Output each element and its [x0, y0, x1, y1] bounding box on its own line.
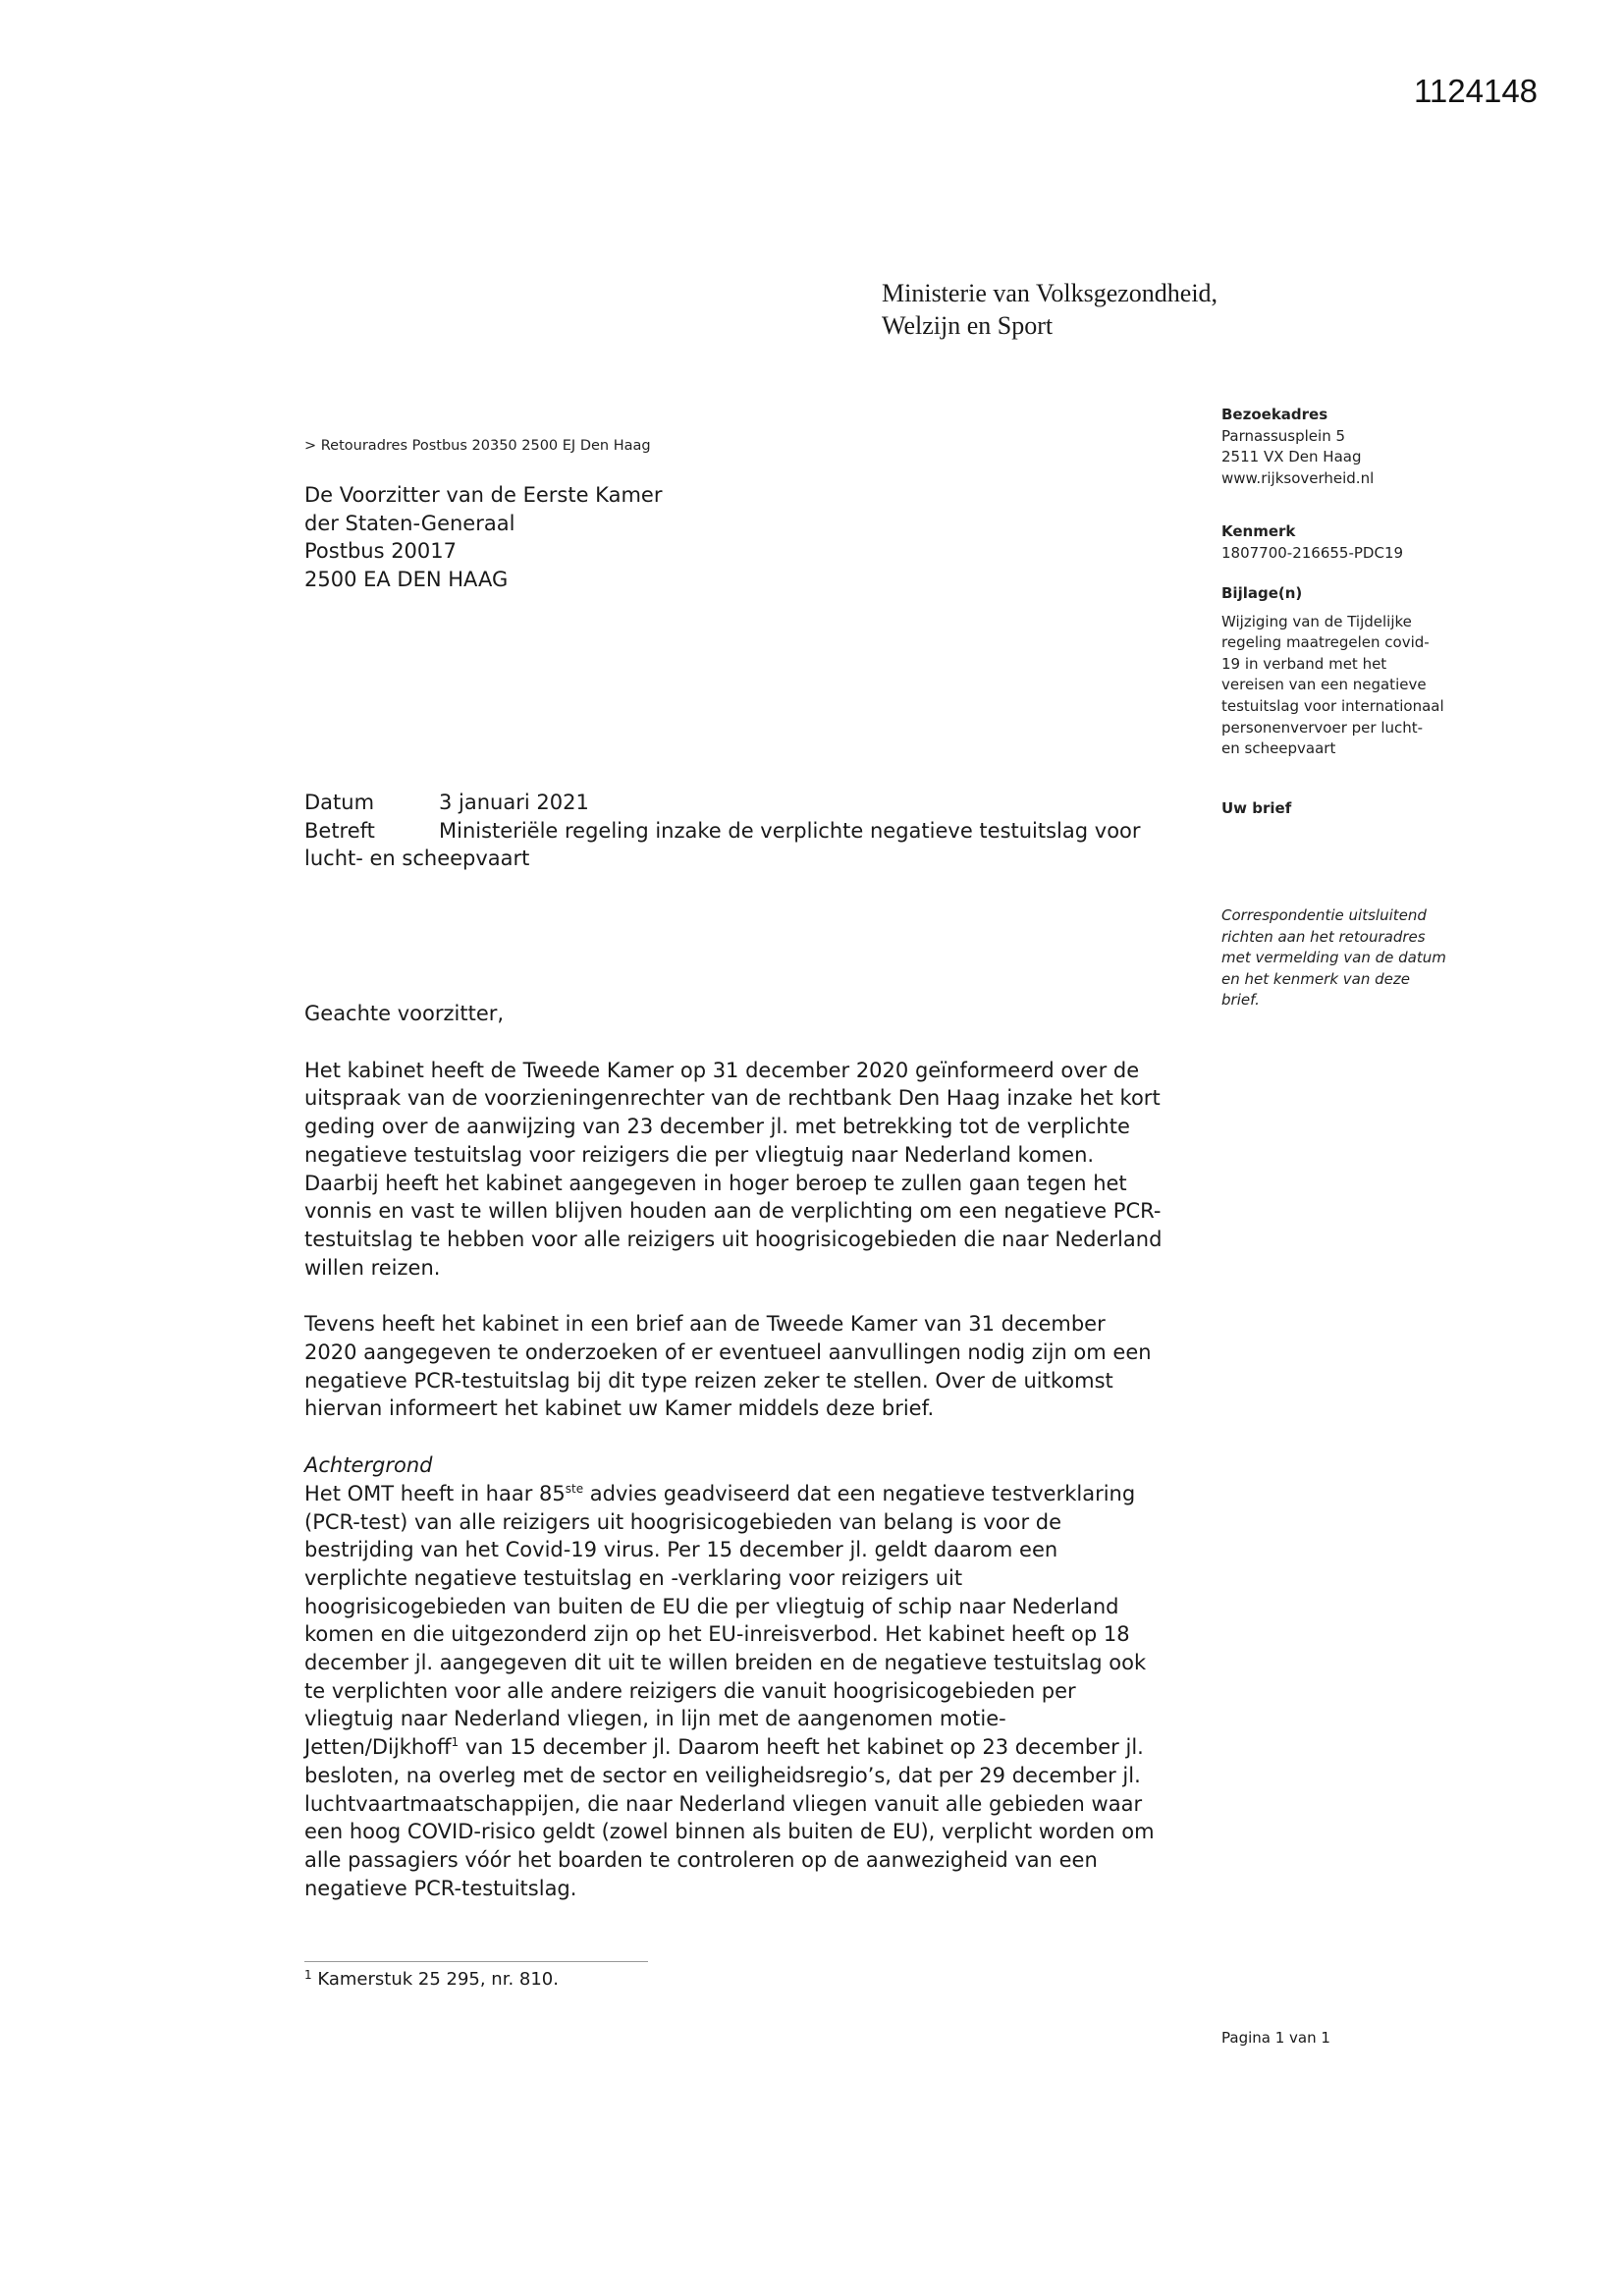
- sidebar-uw-brief: [1221, 798, 1467, 820]
- paragraph-line: bestrijding van het Covid-19 virus. Per 15 december jl. geldt daarom een: [304, 1538, 1058, 1562]
- correspondence-line: Correspondentie uitsluitend: [1221, 906, 1427, 924]
- paragraph-line: negatieve testuitslag voor reizigers die per vliegtuig naar Nederland komen.: [304, 1142, 1095, 1167]
- bijlage-line: en scheepvaart: [1221, 739, 1336, 758]
- paragraph-line-part: Het OMT heeft in haar 85: [304, 1481, 566, 1505]
- subject-label: Betreft: [304, 818, 375, 843]
- subject-continuation: lucht- en scheepvaart: [304, 847, 530, 871]
- paragraph-line: 2020 aangegeven te onderzoeken of er eventueel aanvullingen nodig zijn om een: [304, 1340, 1152, 1365]
- footnote-reference: 1: [451, 1735, 460, 1750]
- section-heading: Achtergrond: [304, 1453, 433, 1478]
- footnote: [304, 1969, 559, 1990]
- kenmerk-value: 1807700-216655-PDC19: [1221, 543, 1404, 562]
- uw-brief-label: Uw brief: [1221, 799, 1292, 817]
- subject-row: [304, 817, 1188, 846]
- sidebar-visit-address: [1221, 405, 1467, 489]
- paragraph-1: [304, 1057, 1213, 1283]
- sidebar-kenmerk: [1221, 521, 1467, 564]
- document-number: 1124148: [1414, 73, 1539, 109]
- paragraph-line: testuitslag te hebben voor alle reizigers uit hoogrisicogebieden die naar Nederland: [304, 1227, 1163, 1251]
- paragraph-line-part: advies geadviseerd dat een negatieve testverklaring: [583, 1481, 1136, 1505]
- correspondence-line: en het kenmerk van deze: [1221, 969, 1410, 988]
- ministry-name-line: Ministerie van Volksgezondheid,: [882, 279, 1218, 307]
- paragraph-line: luchtvaartmaatschappijen, die naar Nederland vliegen vanuit alle gebieden waar: [304, 1791, 1143, 1816]
- subject-value: Ministeriële regeling inzake de verplichte negatieve testuitslag voor: [439, 818, 1141, 843]
- footnote-text: Kamerstuk 25 295, nr. 810.: [311, 1969, 559, 1990]
- recipient-address: [304, 481, 662, 593]
- visit-address-line: 2511 VX Den Haag: [1221, 448, 1362, 466]
- paragraph-line: (PCR-test) van alle reizigers uit hoogrisicogebieden van belang is voor de: [304, 1509, 1062, 1534]
- visit-address-line: Parnassusplein 5: [1221, 426, 1346, 445]
- paragraph-line-part: Jetten/Dijkhoff: [304, 1735, 452, 1760]
- paragraph-line: Daarbij heeft het kabinet aangegeven in hoger beroep te zullen gaan tegen het: [304, 1171, 1127, 1195]
- bijlage-line: personenvervoer per lucht-: [1221, 718, 1424, 737]
- paragraph-3: [304, 1451, 1213, 1902]
- paragraph-line: besloten, na overleg met de sector en veiligheidsregio’s, dat per 29 december jl.: [304, 1763, 1141, 1787]
- bijlage-line: vereisen van een negatieve: [1221, 676, 1427, 694]
- salutation: Geachte voorzitter,: [304, 1002, 505, 1025]
- correspondence-line: brief.: [1221, 991, 1260, 1010]
- correspondence-line: met vermelding van de datum: [1221, 949, 1446, 967]
- bijlage-line: testuitslag voor internationaal: [1221, 696, 1444, 715]
- paragraph-line: negatieve PCR-testuitslag.: [304, 1876, 577, 1900]
- paragraph-line: hiervan informeert het kabinet uw Kamer middels deze brief.: [304, 1396, 935, 1421]
- bijlage-label: Bijlage(n): [1221, 584, 1303, 602]
- letter-metadata: [304, 789, 1188, 873]
- paragraph-line: geding over de aanwijzing van 23 december jl. met betrekking tot de verplichte: [304, 1115, 1130, 1139]
- paragraph-line: komen en die uitgezonderd zijn op het EU-inreisverbod. Het kabinet heeft op 18: [304, 1622, 1130, 1647]
- paragraph-line: vonnis en vast te willen blijven houden aan de verplichting om een negatieve PCR-: [304, 1199, 1162, 1224]
- paragraph-line: verplichte negatieve testuitslag en -verklaring voor reizigers uit: [304, 1565, 963, 1590]
- paragraph-line: uitspraak van de voorzieningenrechter van de rechtbank Den Haag inzake het kort: [304, 1086, 1161, 1111]
- sidebar-correspondence-note: [1221, 905, 1467, 1011]
- visit-address-website: www.rijksoverheid.nl: [1221, 468, 1375, 487]
- date-label: Datum: [304, 791, 375, 814]
- bijlage-value: [1221, 612, 1467, 760]
- paragraph-line: een hoog COVID-risico geldt (zowel binnen als buiten de EU), verplicht worden om: [304, 1820, 1155, 1844]
- paragraph-line: december jl. aangegeven dit uit te willen breiden en de negatieve testuitslag ook: [304, 1651, 1147, 1675]
- letter-body: [304, 1000, 1213, 1902]
- correspondence-line: richten aan het retouradres: [1221, 927, 1426, 946]
- paragraph-line: vliegtuig naar Nederland vliegen, in lijn met de aangenomen motie-: [304, 1707, 1006, 1731]
- recipient-line: De Voorzitter van de Eerste Kamer: [304, 483, 663, 507]
- bijlage-line: 19 in verband met het: [1221, 654, 1387, 673]
- ministry-logo-text: [882, 277, 1218, 342]
- bijlage-line: regeling maatregelen covid-: [1221, 633, 1430, 652]
- page-number: Pagina 1 van 1: [1221, 2029, 1330, 2047]
- superscript-ordinal: ste: [565, 1481, 584, 1496]
- paragraph-line: te verplichten voor alle andere reizigers die vanuit hoogrisicogebieden per: [304, 1678, 1076, 1703]
- date-value: 3 januari 2021: [439, 791, 589, 814]
- recipient-line: der Staten-Generaal: [304, 511, 515, 535]
- footnote-divider: [304, 1961, 648, 1962]
- kenmerk-label: Kenmerk: [1221, 522, 1296, 540]
- sidebar-bijlage: [1221, 583, 1467, 760]
- recipient-line: 2500 EA DEN HAAG: [304, 567, 509, 591]
- paragraph-line: Tevens heeft het kabinet in een brief aan de Tweede Kamer van 31 december: [304, 1312, 1106, 1337]
- paragraph-line-part: van 15 december jl. Daarom heeft het kabinet op 23 december jl.: [459, 1735, 1144, 1760]
- recipient-line: Postbus 20017: [304, 539, 457, 563]
- paragraph-line: hoogrisicogebieden van buiten de EU die per vliegtuig of schip naar Nederland: [304, 1594, 1119, 1618]
- visit-address-label: Bezoekadres: [1221, 406, 1328, 423]
- date-row: [304, 789, 1188, 817]
- paragraph-line: willen reizen.: [304, 1255, 441, 1280]
- paragraph-line: alle passagiers vóór het boarden te controleren op de aanwezigheid van een: [304, 1847, 1098, 1872]
- return-address: > Retouradres Postbus 20350 2500 EJ Den Haag: [304, 438, 651, 454]
- bijlage-line: Wijziging van de Tijdelijke: [1221, 612, 1412, 630]
- footnote-marker: 1: [304, 1968, 312, 1982]
- paragraph-line: Het kabinet heeft de Tweede Kamer op 31 december 2020 geïnformeerd over de: [304, 1058, 1140, 1082]
- paragraph-2: [304, 1310, 1213, 1423]
- ministry-name-line: Welzijn en Sport: [882, 311, 1054, 340]
- paragraph-line: negatieve PCR-testuitslag bij dit type reizen zeker te stellen. Over de uitkomst: [304, 1368, 1113, 1393]
